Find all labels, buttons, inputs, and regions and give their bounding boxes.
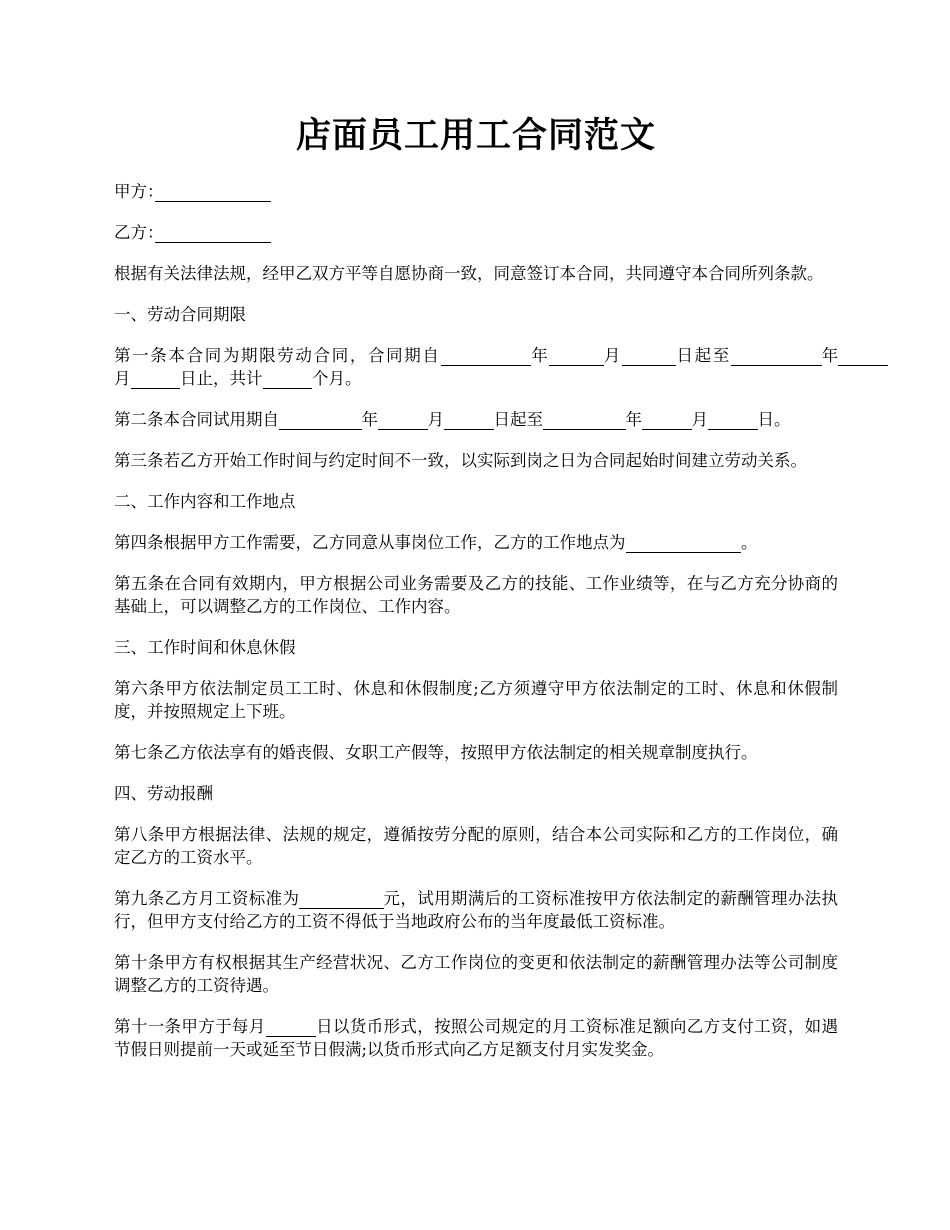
article-2-text: 日起至 xyxy=(493,410,543,429)
article-9-text: 元，试用期满后的工资标准按甲方依法制定的薪酬管理办法执行，但甲方支付给乙方的工资不得低于当地政府公布的当年度最低工资标准。 xyxy=(114,889,839,931)
article-2-start-day-blank xyxy=(444,410,494,430)
article-4-text: 第四条根据甲方工作需要，乙方同意从事岗位工作，乙方的工作地点为 xyxy=(114,533,626,552)
article-2-text: 月 xyxy=(691,410,708,429)
party-a-line xyxy=(114,180,838,203)
article-2-text: 年 xyxy=(361,410,378,429)
article-2-text: 月 xyxy=(427,410,444,429)
article-3: 第三条若乙方开始工作时间与约定时间不一致，以实际到岗之日为合同起始时间建立劳动关系。 xyxy=(114,451,807,470)
article-11-payday-blank xyxy=(266,1017,317,1037)
article-11-text: 第十一条甲方于每月 xyxy=(114,1017,266,1036)
article-9-salary-blank xyxy=(299,889,383,909)
article-1 xyxy=(114,344,838,390)
article-1-end-month-blank xyxy=(838,346,888,366)
article-7: 第七条乙方依法享有的婚丧假、女职工产假等，按照甲方依法制定的相关规章制度执行。 xyxy=(114,743,758,762)
article-2 xyxy=(114,408,838,431)
article-1-end-year-blank xyxy=(731,346,822,366)
party-b-label: 乙方： xyxy=(114,223,156,242)
article-2-text: 日。 xyxy=(757,410,791,429)
article-1-text: 月 xyxy=(603,346,623,365)
section-4-heading: 四、劳动报酬 xyxy=(114,784,213,803)
section-2-heading: 二、工作内容和工作地点 xyxy=(114,492,296,511)
article-1-start-day-blank xyxy=(622,346,676,366)
article-1-start-year-blank xyxy=(441,346,532,366)
article-2-text: 第二条本合同试用期自 xyxy=(114,410,279,429)
article-11-text: 日以货币形式，按照公司规定的月工资标准足额向乙方支付工资，如遇节假日则提前一天或延至节日假满;以货币形式向乙方足额支付月实发奖金。 xyxy=(114,1017,839,1059)
article-4-text: 。 xyxy=(741,533,758,552)
article-1-start-month-blank xyxy=(549,346,603,366)
article-1-text: 月 xyxy=(114,369,131,388)
article-1-text: 年 xyxy=(821,346,839,365)
article-8: 第八条甲方根据法律、法规的规定，遵循按劳分配的原则，结合本公司实际和乙方的工作岗位，确定乙方的工资水平。 xyxy=(114,825,838,867)
section-3-heading: 三、工作时间和休息休假 xyxy=(114,638,296,657)
party-b-line xyxy=(114,221,838,244)
article-10: 第十条甲方有权根据其生产经营状况、乙方工作岗位的变更和依法制定的薪酬管理办法等公司制度调整乙方的工资待遇。 xyxy=(114,953,838,995)
article-1-end-day-blank xyxy=(131,369,181,389)
article-9 xyxy=(114,887,838,933)
article-4-location-blank xyxy=(626,533,742,553)
article-5: 第五条在合同有效期内，甲方根据公司业务需要及乙方的技能、工作业绩等，在与乙方充分协商的基础上，可以调整乙方的工作岗位、工作内容。 xyxy=(114,574,838,616)
article-11 xyxy=(114,1015,838,1061)
article-2-end-year-blank xyxy=(543,410,626,430)
party-a-label: 甲方： xyxy=(114,182,156,201)
article-1-text: 日起至 xyxy=(676,346,731,365)
document-title: 店面员工用工合同范文 xyxy=(295,115,656,156)
article-2-start-month-blank xyxy=(378,410,428,430)
article-1-text: 个月。 xyxy=(312,369,362,388)
article-2-start-year-blank xyxy=(279,410,362,430)
article-1-text: 第一条本合同为期限劳动合同，合同期自 xyxy=(114,346,441,365)
article-1-text: 年 xyxy=(531,346,550,365)
article-1-text: 日止，共计 xyxy=(180,369,263,388)
article-2-text: 年 xyxy=(625,410,642,429)
article-2-end-day-blank xyxy=(708,410,758,430)
section-1-heading: 一、劳动合同期限 xyxy=(114,305,246,324)
article-1-months-blank xyxy=(263,369,313,389)
intro-paragraph: 根据有关法律法规，经甲乙双方平等自愿协商一致，同意签订本合同，共同遵守本合同所列条款。 xyxy=(114,264,824,283)
party-b-blank xyxy=(155,223,271,243)
party-a-blank xyxy=(155,182,271,202)
article-2-end-month-blank xyxy=(642,410,692,430)
article-9-text: 第九条乙方月工资标准为 xyxy=(114,889,300,908)
article-6: 第六条甲方依法制定员工工时、休息和休假制度;乙方须遵守甲方依法制定的工时、休息和休假制度，并按照规定上下班。 xyxy=(114,679,838,721)
article-4 xyxy=(114,531,838,554)
